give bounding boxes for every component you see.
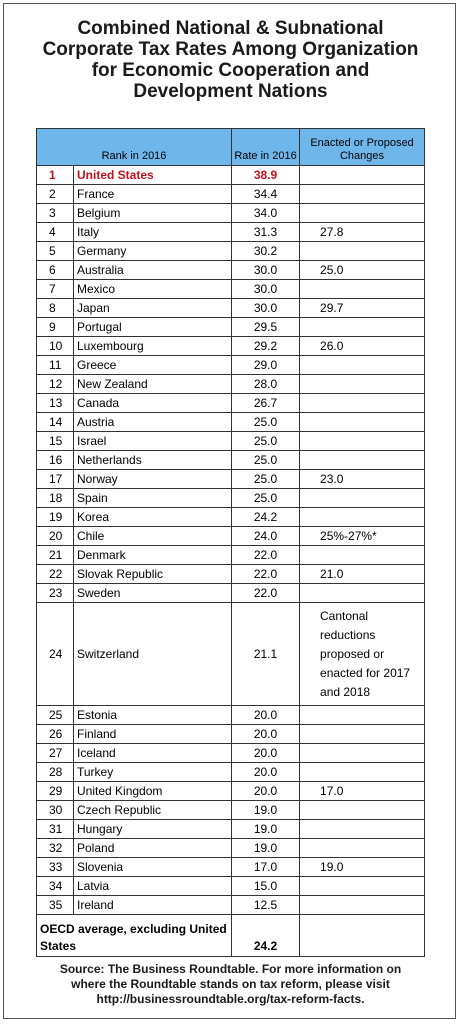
table-row [37,204,425,223]
country-cell: Italy [74,223,232,242]
table-row [37,896,425,915]
table-row [37,801,425,820]
country-cell: Latvia [74,877,232,896]
country-cell: Germany [74,242,232,261]
table-row [37,299,425,318]
rate-cell: 20.0 [232,744,300,763]
country-cell: Chile [74,527,232,546]
country-cell: Ireland [74,896,232,915]
rank-cell: 32 [37,839,74,858]
title-line-3: for Economic Cooperation and [91,60,370,81]
rank-cell: 34 [37,877,74,896]
change-cell: 29.7 [300,299,425,318]
change-cell [300,242,425,261]
rank-cell: 11 [37,356,74,375]
change-cell [300,877,425,896]
change-cell: 26.0 [300,337,425,356]
rank-cell: 1 [37,166,74,185]
change-cell [300,546,425,565]
rate-cell: 30.0 [232,280,300,299]
rank-cell: 13 [37,394,74,413]
rank-cell: 20 [37,527,74,546]
change-cell [300,584,425,603]
source-note [4,962,457,1007]
country-cell: Mexico [74,280,232,299]
table-row [37,820,425,839]
country-cell: Finland [74,725,232,744]
table-row [37,527,425,546]
table-row [37,337,425,356]
table-row [37,432,425,451]
rank-cell: 29 [37,782,74,801]
table-row [37,413,425,432]
table-row [37,451,425,470]
rank-cell: 6 [37,261,74,280]
table-row [37,744,425,763]
change-cell: 19.0 [300,858,425,877]
change-cell [300,375,425,394]
title-line-1: Combined National & Subnational [77,18,384,39]
table-body [37,166,425,957]
rank-cell: 7 [37,280,74,299]
rate-cell: 19.0 [232,839,300,858]
table-row [37,261,425,280]
rate-cell: 31.3 [232,223,300,242]
rate-cell: 20.0 [232,763,300,782]
country-cell: Slovenia [74,858,232,877]
country-cell: Switzerland [74,603,232,706]
rate-cell: 30.0 [232,261,300,280]
table-row [37,242,425,261]
country-cell: Austria [74,413,232,432]
rate-cell: 24.2 [232,508,300,527]
table-row [37,725,425,744]
table-row [37,603,425,706]
rate-cell: 22.0 [232,584,300,603]
rank-cell: 17 [37,470,74,489]
rank-cell: 12 [37,375,74,394]
table-row [37,223,425,242]
rank-cell: 4 [37,223,74,242]
rank-cell: 10 [37,337,74,356]
table-row [37,839,425,858]
change-cell [300,508,425,527]
average-change-empty [300,915,425,957]
country-cell: Japan [74,299,232,318]
rate-cell: 25.0 [232,451,300,470]
country-cell: Australia [74,261,232,280]
rate-cell: 12.5 [232,896,300,915]
rate-cell: 29.5 [232,318,300,337]
table-row [37,782,425,801]
average-label: OECD average, excluding United States [37,915,232,957]
rate-cell: 34.4 [232,185,300,204]
rate-cell: 20.0 [232,706,300,725]
change-cell [300,356,425,375]
change-cell: 25%-27%* [300,527,425,546]
rate-cell: 30.2 [232,242,300,261]
rate-cell: 26.7 [232,394,300,413]
source-line-1: Source: The Business Roundtable. For more information on [59,962,402,976]
country-cell: Poland [74,839,232,858]
change-cell [300,204,425,223]
change-cell [300,451,425,470]
change-cell: 27.8 [300,223,425,242]
change-cell [300,432,425,451]
rate-cell: 19.0 [232,801,300,820]
change-cell: 25.0 [300,261,425,280]
average-rate: 24.2 [232,915,300,957]
rank-cell: 9 [37,318,74,337]
table-row [37,546,425,565]
rank-cell: 15 [37,432,74,451]
table-row [37,508,425,527]
country-cell: Slovak Republic [74,565,232,584]
infographic-title [4,18,457,102]
country-cell: Portugal [74,318,232,337]
change-cell [300,394,425,413]
table-row [37,489,425,508]
change-cell [300,166,425,185]
rate-cell: 15.0 [232,877,300,896]
country-cell: Luxembourg [74,337,232,356]
change-cell [300,489,425,508]
change-cell [300,318,425,337]
rank-cell: 22 [37,565,74,584]
change-cell [300,801,425,820]
rank-cell: 33 [37,858,74,877]
table-row [37,166,425,185]
rank-cell: 18 [37,489,74,508]
rate-cell: 17.0 [232,858,300,877]
country-cell: Turkey [74,763,232,782]
rate-cell: 25.0 [232,432,300,451]
rank-cell: 2 [37,185,74,204]
change-cell: 23.0 [300,470,425,489]
header-changes: Enacted or Proposed Changes [300,129,425,166]
country-cell: Korea [74,508,232,527]
table-row [37,584,425,603]
country-cell: Czech Republic [74,801,232,820]
country-cell: Estonia [74,706,232,725]
rank-cell: 24 [37,603,74,706]
table-row [37,356,425,375]
table-row [37,858,425,877]
source-line-3: http://businessroundtable.org/tax-reform-facts. [96,992,365,1006]
title-line-2: Corporate Tax Rates Among Organization [42,39,419,60]
header-rank: Rank in 2016 [37,129,232,166]
change-cell [300,763,425,782]
country-cell: Belgium [74,204,232,223]
rate-cell: 34.0 [232,204,300,223]
rate-cell: 21.1 [232,603,300,706]
country-cell: Canada [74,394,232,413]
country-cell: Greece [74,356,232,375]
change-cell [300,185,425,204]
country-cell: New Zealand [74,375,232,394]
rate-cell: 19.0 [232,820,300,839]
change-cell [300,896,425,915]
rank-cell: 8 [37,299,74,318]
rank-cell: 21 [37,546,74,565]
table-row [37,565,425,584]
rate-cell: 29.2 [232,337,300,356]
country-cell: France [74,185,232,204]
rate-cell: 20.0 [232,725,300,744]
rate-cell: 38.9 [232,166,300,185]
title-line-4: Development Nations [133,81,328,102]
change-cell: 21.0 [300,565,425,584]
header-rate: Rate in 2016 [232,129,300,166]
country-cell: Spain [74,489,232,508]
country-cell: Hungary [74,820,232,839]
country-cell: United Kingdom [74,782,232,801]
rate-cell: 22.0 [232,565,300,584]
rank-cell: 14 [37,413,74,432]
change-cell [300,280,425,299]
rank-cell: 26 [37,725,74,744]
rate-cell: 24.0 [232,527,300,546]
change-cell [300,706,425,725]
country-cell: Norway [74,470,232,489]
rate-cell: 30.0 [232,299,300,318]
change-cell [300,839,425,858]
country-cell: United States [74,166,232,185]
change-cell [300,725,425,744]
change-cell [300,820,425,839]
rank-cell: 5 [37,242,74,261]
change-cell: Cantonal reductions proposed or enacted for 2017 and 2018 [300,603,425,706]
table-row [37,185,425,204]
country-cell: Denmark [74,546,232,565]
rate-cell: 25.0 [232,489,300,508]
rank-cell: 27 [37,744,74,763]
rate-cell: 28.0 [232,375,300,394]
change-cell: 17.0 [300,782,425,801]
rank-cell: 28 [37,763,74,782]
country-cell: Netherlands [74,451,232,470]
infographic-frame [3,3,456,1019]
rate-cell: 20.0 [232,782,300,801]
rank-cell: 31 [37,820,74,839]
rate-cell: 25.0 [232,413,300,432]
tax-rate-table [36,128,425,957]
rank-cell: 23 [37,584,74,603]
table-row [37,375,425,394]
rank-cell: 25 [37,706,74,725]
rank-cell: 3 [37,204,74,223]
rank-cell: 35 [37,896,74,915]
rank-cell: 16 [37,451,74,470]
rank-cell: 30 [37,801,74,820]
table-row [37,394,425,413]
country-cell: Israel [74,432,232,451]
rate-cell: 29.0 [232,356,300,375]
country-cell: Iceland [74,744,232,763]
table-row [37,763,425,782]
change-cell [300,744,425,763]
rank-cell: 19 [37,508,74,527]
rate-cell: 22.0 [232,546,300,565]
table-row [37,470,425,489]
table-row [37,706,425,725]
change-cell [300,413,425,432]
table-row [37,877,425,896]
table-row [37,318,425,337]
table-row [37,280,425,299]
rate-cell: 25.0 [232,470,300,489]
country-cell: Sweden [74,584,232,603]
source-line-2: where the Roundtable stands on tax reform, please visit [71,977,390,991]
average-row [37,915,425,957]
table-header-row [37,129,425,166]
